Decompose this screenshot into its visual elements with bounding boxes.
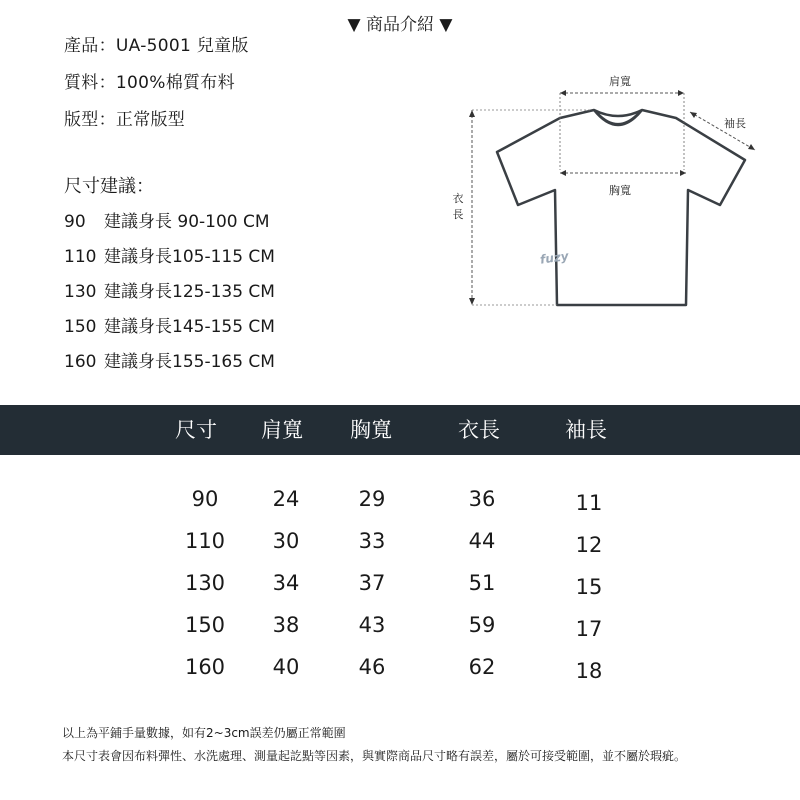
size-advice-list (64, 205, 275, 380)
table-row: 130 34 37 51 15 (184, 571, 603, 599)
table-row: 160 40 46 62 18 (184, 655, 603, 683)
shoulder-width-label: 肩寬 (609, 75, 631, 88)
size-advice-row: 160 建議身長155-165 CM (64, 352, 275, 372)
page-title: ▼ 商品介紹 ▼ (347, 15, 453, 35)
size-advice-row: 150 建議身長145-155 CM (64, 317, 275, 337)
tshirt-measurement-diagram (440, 60, 780, 360)
col-header-size: 尺寸 (175, 418, 217, 442)
product-name: 產品：UA-5001 兒童版 (64, 36, 249, 56)
col-header-shoulder: 肩寬 (261, 418, 303, 442)
table-row: 90 24 29 36 11 (191, 487, 603, 515)
table-row: 150 38 43 59 17 (184, 613, 603, 641)
col-header-chest: 胸寬 (350, 418, 392, 442)
body-length-label-1: 衣 (452, 192, 464, 205)
col-header-sleeve: 袖長 (565, 418, 607, 442)
size-advice-title: 尺寸建議： (64, 176, 154, 197)
chest-width-label: 胸寬 (609, 184, 631, 197)
measurement-note: 以上為平鋪手量數據，如有2~3cm誤差仍屬正常範圍 (62, 726, 346, 740)
table-row: 110 30 33 44 12 (184, 529, 603, 557)
size-advice-row: 110 建議身長105-115 CM (64, 247, 275, 267)
size-advice-row: 130 建議身長125-135 CM (64, 282, 275, 302)
col-header-length: 衣長 (458, 418, 500, 442)
brand-watermark: fuzy (539, 248, 570, 267)
size-table-header (0, 405, 800, 455)
size-advice-row: 90 建議身長 90-100 CM (64, 212, 270, 232)
sleeve-length-label: 袖長 (724, 117, 746, 130)
body-length-label-2: 長 (452, 208, 464, 221)
material: 質料：100%棉質布料 (64, 73, 235, 93)
size-table (0, 478, 800, 688)
tshirt-outline (497, 110, 745, 305)
fit-type: 版型：正常版型 (64, 110, 186, 130)
disclaimer-note: 本尺寸表會因布料彈性、水洗處理、測量起訖點等因素，與實際商品尺寸略有誤差，屬於可接受範圍，並不屬於瑕疵。 (62, 749, 687, 763)
product-info (64, 28, 249, 139)
